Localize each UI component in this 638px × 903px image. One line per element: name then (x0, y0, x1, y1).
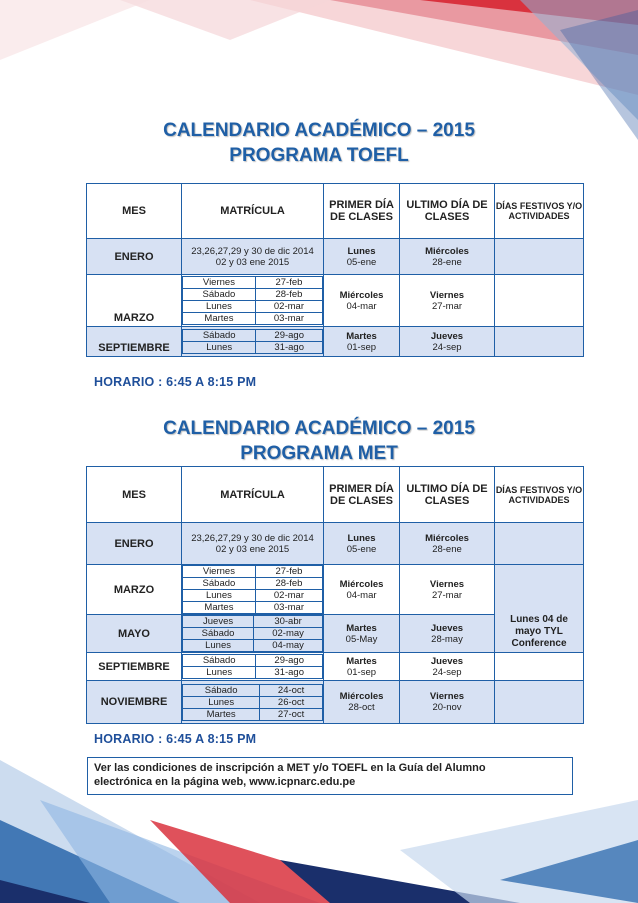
table-row (87, 239, 584, 275)
mes-cell: MARZO (87, 565, 182, 615)
primer-day: Lunes (347, 532, 376, 544)
matricula-dates (182, 615, 323, 652)
ultimo-date: 24-sep (432, 666, 462, 678)
mat-date: 30-abr (254, 616, 323, 628)
header-festivos: DÍAS FESTIVOS Y/O ACTIVIDADES (495, 467, 584, 523)
matricula-cell (182, 681, 324, 724)
ultimo-day: Jueves (430, 655, 464, 667)
header-festivos: DÍAS FESTIVOS Y/O ACTIVIDADES (495, 184, 584, 239)
ultimo-dia-cell (400, 239, 495, 275)
toefl-title (0, 118, 638, 168)
mat-day: Sábado (183, 289, 256, 301)
mat-date: 29-ago (256, 655, 323, 667)
mat-date: 29-ago (256, 330, 323, 342)
ultimo-day: Viernes (429, 578, 465, 590)
festivos-cell (495, 681, 584, 724)
table-row (87, 275, 584, 327)
mat-day: Sábado (183, 628, 254, 640)
primer-dia-cell (324, 239, 400, 275)
mat-date: 31-ago (256, 667, 323, 679)
mat-date: 28-feb (255, 289, 322, 301)
festivos-cell (495, 523, 584, 565)
mat-day: Martes (183, 602, 256, 614)
ultimo-dia-cell (400, 681, 495, 724)
mat-day: Lunes (183, 301, 256, 313)
mat-day: Martes (183, 708, 260, 720)
primer-day: Martes (346, 622, 377, 634)
ultimo-date: 24-sep (432, 341, 462, 353)
table-row (87, 565, 584, 615)
mat-day: Sábado (183, 578, 256, 590)
ultimo-dia-cell (400, 327, 495, 357)
matricula-dates (182, 329, 323, 354)
mat-day: Jueves (183, 616, 254, 628)
primer-date: 04-mar (346, 300, 377, 312)
primer-date: 28-oct (348, 702, 375, 713)
primer-date: 01-sep (346, 666, 377, 678)
met-title-line1: CALENDARIO ACADÉMICO – 2015 (163, 418, 475, 439)
mes-cell: NOVIEMBRE (87, 681, 182, 724)
primer-day: Miércoles (339, 289, 384, 301)
mat-day: Martes (183, 313, 256, 325)
table-row (87, 653, 584, 681)
matricula-text: 23,26,27,29 y 30 de dic 2014 02 y 03 ene 2015 (191, 245, 314, 268)
festivos-cell (495, 327, 584, 357)
table-header-row (87, 184, 584, 239)
primer-day: Martes (346, 655, 377, 667)
table-row (87, 523, 584, 565)
met-title (0, 416, 638, 466)
mat-day: Viernes (183, 277, 256, 289)
mat-date: 03-mar (255, 602, 322, 614)
primer-dia-cell (324, 615, 400, 653)
mat-date: 04-may (254, 640, 323, 652)
mat-date: 02-mar (255, 301, 322, 313)
mat-date: 27-feb (255, 277, 322, 289)
primer-day: Miércoles (339, 578, 384, 590)
mat-day: Lunes (183, 342, 256, 354)
ultimo-day: Jueves (430, 330, 464, 342)
mat-day: Sábado (183, 330, 256, 342)
table-row (87, 327, 584, 357)
matricula-dates (182, 684, 323, 721)
header-ultimo-dia: ULTIMO DÍA DE CLASES (400, 467, 495, 523)
mat-date: 27-feb (255, 566, 322, 578)
mat-date: 02-may (254, 628, 323, 640)
mat-date: 26-oct (260, 696, 323, 708)
primer-dia-cell (324, 653, 400, 681)
met-horario: HORARIO : 6:45 A 8:15 PM (94, 732, 257, 746)
header-primer-dia: PRIMER DÍA DE CLASES (324, 467, 400, 523)
primer-date: 01-sep (346, 341, 377, 353)
header-ultimo-dia: ULTIMO DÍA DE CLASES (400, 184, 495, 239)
ultimo-day: Viernes (429, 691, 465, 702)
mes-cell: SEPTIEMBRE (87, 327, 182, 357)
header-mes: MES (87, 184, 182, 239)
primer-date: 05-May (345, 633, 378, 645)
mes-cell: ENERO (87, 523, 182, 565)
mat-date: 31-ago (256, 342, 323, 354)
primer-dia-cell (324, 565, 400, 615)
matricula-cell (182, 653, 324, 681)
primer-date: 05-ene (346, 543, 377, 555)
ultimo-day: Miércoles (425, 532, 469, 544)
ultimo-dia-cell (400, 653, 495, 681)
met-title-line2: PROGRAMA MET (240, 443, 398, 464)
header-primer-dia: PRIMER DÍA DE CLASES (324, 184, 400, 239)
primer-dia-cell (324, 681, 400, 724)
table-row (87, 681, 584, 724)
mes-cell: MARZO (87, 275, 182, 327)
matricula-cell (182, 327, 324, 357)
inscription-note (87, 757, 573, 795)
header-matricula: MATRÍCULA (182, 467, 324, 523)
festivos-note-cell: Lunes 04 de mayo TYL Conference (495, 565, 584, 653)
matricula-dates (182, 276, 323, 325)
mes-cell: ENERO (87, 239, 182, 275)
matricula-cell (182, 565, 324, 615)
primer-dia-cell (324, 327, 400, 357)
mat-day: Lunes (183, 696, 260, 708)
mat-day: Sábado (183, 655, 256, 667)
mat-day: Lunes (183, 590, 256, 602)
toefl-title-line1: CALENDARIO ACADÉMICO – 2015 (163, 120, 475, 141)
matricula-dates (182, 654, 323, 679)
ultimo-dia-cell (400, 615, 495, 653)
matricula-cell (182, 615, 324, 653)
matricula-cell (182, 239, 324, 275)
mat-day: Sábado (183, 684, 260, 696)
primer-dia-cell (324, 275, 400, 327)
mat-date: 24-oct (260, 684, 323, 696)
matricula-cell (182, 523, 324, 565)
mat-day: Viernes (183, 566, 256, 578)
ultimo-date: 28-ene (432, 543, 462, 555)
primer-day: Martes (346, 330, 377, 342)
ultimo-date: 27-mar (431, 589, 463, 601)
festivos-cell (495, 275, 584, 327)
ultimo-dia-cell (400, 565, 495, 615)
ultimo-date: 28-ene (432, 256, 462, 268)
festivos-cell (495, 653, 584, 681)
ultimo-day: Miércoles (425, 245, 469, 257)
primer-date: 04-mar (346, 589, 377, 601)
ultimo-day: Viernes (429, 289, 465, 301)
header-mes: MES (87, 467, 182, 523)
ultimo-date: 28-may (431, 633, 463, 645)
mat-date: 02-mar (255, 590, 322, 602)
ultimo-dia-cell (400, 523, 495, 565)
ultimo-date: 20-nov (432, 702, 462, 713)
toefl-calendar-table (86, 183, 584, 357)
mes-cell: MAYO (87, 615, 182, 653)
header-matricula: MATRÍCULA (182, 184, 324, 239)
matricula-text: 23,26,27,29 y 30 de dic 2014 02 y 03 ene 2015 (191, 532, 314, 555)
mes-cell: SEPTIEMBRE (87, 653, 182, 681)
mat-date: 03-mar (255, 313, 322, 325)
toefl-title-line2: PROGRAMA TOEFL (229, 145, 409, 166)
table-header-row (87, 467, 584, 523)
ultimo-dia-cell (400, 275, 495, 327)
primer-day: Miércoles (339, 691, 384, 702)
ultimo-day: Jueves (430, 622, 464, 634)
mat-date: 28-feb (255, 578, 322, 590)
matricula-cell (182, 275, 324, 327)
met-calendar-table (86, 466, 584, 724)
primer-date: 05-ene (346, 256, 377, 268)
primer-dia-cell (324, 523, 400, 565)
primer-day: Lunes (347, 245, 376, 257)
festivos-cell (495, 239, 584, 275)
mat-day: Lunes (183, 640, 254, 652)
toefl-horario: HORARIO : 6:45 A 8:15 PM (94, 375, 257, 389)
ultimo-date: 27-mar (431, 300, 463, 312)
mat-day: Lunes (183, 667, 256, 679)
matricula-dates (182, 565, 323, 614)
note-line1: Ver las condiciones de inscripción a MET y/o TOEFL en la Guía del Alumno (94, 762, 486, 774)
mat-date: 27-oct (260, 708, 323, 720)
note-line2: electrónica en la página web, www.icpnarc.edu.pe (94, 776, 356, 788)
